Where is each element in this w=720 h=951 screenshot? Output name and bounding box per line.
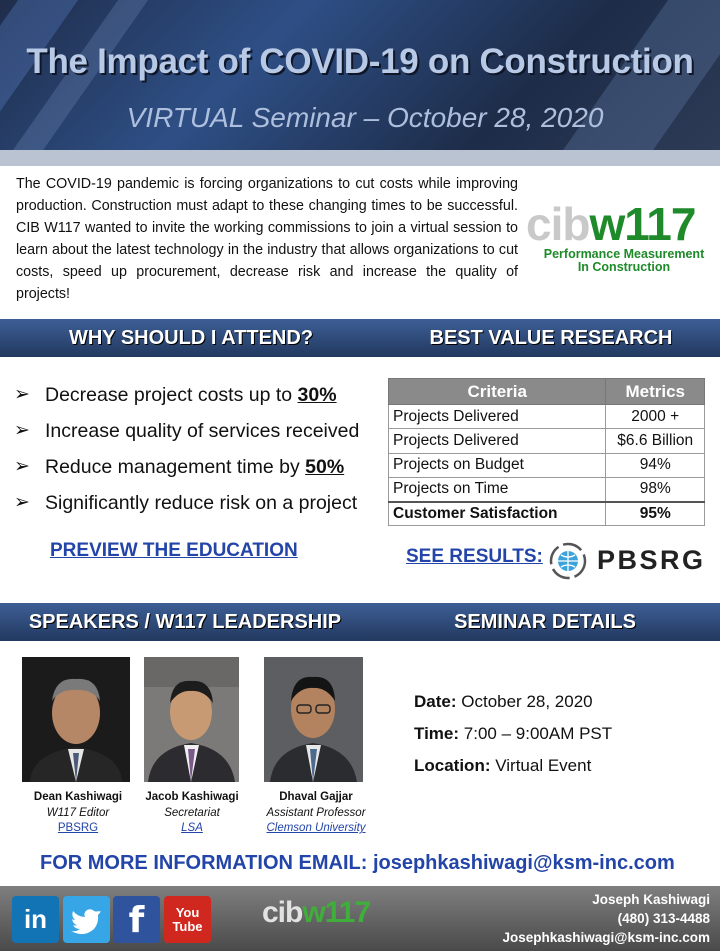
metric-cell: 94%: [606, 453, 705, 477]
banner-divider: [0, 150, 720, 166]
logo-wordmark: [526, 200, 695, 248]
speaker-card: [122, 790, 262, 837]
benefit-item: [14, 452, 389, 488]
best-value-heading: BEST VALUE RESEARCH: [382, 319, 720, 357]
footer-logo-w117: w117: [302, 896, 371, 929]
benefit-text: Decrease project costs up to: [45, 384, 298, 406]
youtube-word-2: Tube: [172, 919, 203, 934]
speaker-org-link[interactable]: Clemson University: [266, 822, 366, 834]
arrow-bullet-icon: ➢: [14, 384, 30, 405]
twitter-icon[interactable]: [63, 896, 110, 943]
table-row: [389, 477, 705, 501]
youtube-word-1: You: [175, 905, 200, 920]
footer-contact: [503, 890, 710, 947]
speaker-name: Dean Kashiwagi: [33, 791, 123, 803]
metric-cell: 2000 +: [606, 405, 705, 429]
metrics-column-header: Metrics: [606, 379, 705, 405]
benefit-text: Increase quality of services received: [45, 420, 360, 442]
table-row: [389, 405, 705, 429]
speaker-card: [246, 790, 386, 837]
contact-email-link[interactable]: josephkashiwagi@ksm-inc.com: [372, 852, 675, 874]
twitter-bird-glyph: [63, 896, 110, 943]
benefit-item: [14, 416, 389, 452]
preview-education-link[interactable]: PREVIEW THE EDUCATION: [50, 540, 298, 561]
page-subtitle: VIRTUAL Seminar – October 28, 2020: [126, 102, 604, 133]
footer-logo-cib: cib: [262, 896, 303, 929]
metric-cell: 95%: [606, 502, 705, 526]
arrow-bullet-icon: ➢: [14, 456, 30, 477]
globe-icon: [549, 542, 587, 580]
seminar-location: [414, 750, 612, 782]
seminar-details: [414, 686, 612, 782]
page-title: The Impact of COVID-19 on Construction: [26, 42, 694, 81]
seminar-date: [414, 686, 612, 718]
pbsrg-brand: PBSRG: [597, 545, 706, 575]
speaker-name: Dhaval Gajjar: [279, 791, 353, 803]
location-label: Location:: [414, 756, 491, 775]
table-row: [389, 502, 705, 526]
footer-cib-logo: [262, 896, 370, 930]
date-label: Date:: [414, 692, 457, 711]
criteria-cell: Projects Delivered: [389, 429, 606, 453]
facebook-icon[interactable]: f: [113, 896, 160, 943]
why-attend-heading: WHY SHOULD I ATTEND?: [0, 319, 382, 357]
table-row: [389, 429, 705, 453]
metric-cell: $6.6 Billion: [606, 429, 705, 453]
benefit-highlight: 30%: [297, 384, 337, 406]
benefit-item: [14, 380, 389, 416]
benefit-text: Reduce management time by: [45, 456, 306, 478]
more-info-label: FOR MORE INFORMATION EMAIL:: [40, 852, 373, 874]
benefit-text: Significantly reduce risk on a project: [45, 492, 358, 514]
metrics-table: [388, 378, 705, 526]
speaker-portrait-1: [22, 657, 130, 782]
arrow-bullet-icon: ➢: [14, 492, 30, 513]
criteria-cell: Customer Satisfaction: [389, 502, 606, 526]
seminar-time: [414, 718, 612, 750]
metric-cell: 98%: [606, 477, 705, 501]
see-results-link[interactable]: SEE RESULTS:: [406, 546, 543, 567]
contact-email[interactable]: Josephkashiwagi@ksm-inc.com: [502, 930, 710, 945]
criteria-cell: Projects on Time: [389, 477, 606, 501]
youtube-icon[interactable]: [164, 896, 211, 943]
speaker-org-link[interactable]: PBSRG: [57, 822, 99, 834]
table-row: [389, 453, 705, 477]
seminar-details-heading: SEMINAR DETAILS: [370, 603, 720, 641]
benefit-highlight: 50%: [305, 456, 345, 478]
logo-word-w117: w117: [589, 198, 696, 250]
logo-tagline-line1: Performance Measurement: [543, 247, 705, 261]
benefits-list: [14, 380, 389, 524]
logo-word-cib: cib: [526, 198, 590, 250]
speaker-photo: [22, 657, 130, 782]
contact-name: Joseph Kashiwagi: [592, 892, 710, 907]
logo-tagline-line2: In Construction: [577, 260, 671, 274]
speaker-role: Secretariat: [164, 806, 220, 819]
table-header-row: [389, 379, 705, 405]
speaker-portrait-2: [144, 657, 239, 782]
speaker-role: W117 Editor: [46, 806, 110, 819]
speaker-photo: [264, 657, 363, 782]
contact-phone: (480) 313-4488: [617, 911, 710, 926]
more-info-line: [40, 852, 700, 875]
arrow-bullet-icon: ➢: [14, 420, 30, 441]
speaker-org-link[interactable]: LSA: [181, 822, 203, 834]
speaker-name: Jacob Kashiwagi: [145, 791, 239, 803]
speaker-photo: [144, 657, 239, 782]
logo-tagline: [532, 248, 716, 274]
location-value: Virtual Event: [495, 756, 592, 775]
intro-paragraph: The COVID-19 pandemic is forcing organizations to cut costs while improving production. Construction must adapt to these changing times to be successful. CIB W117 wanted to invite the working commissions to join a virtual session to learn about the latest technology in the industry that allows organizations to cut costs, speed up procurement, decrease risk and increase the quality of projects!: [16, 176, 518, 302]
speaker-portrait-3: [264, 657, 363, 782]
cib-w117-logo: [526, 200, 716, 280]
benefit-item: [14, 488, 389, 524]
date-value: October 28, 2020: [461, 692, 593, 711]
criteria-cell: Projects on Budget: [389, 453, 606, 477]
speakers-heading: SPEAKERS / W117 LEADERSHIP: [0, 603, 370, 641]
criteria-cell: Projects Delivered: [389, 405, 606, 429]
time-label: Time:: [414, 724, 460, 743]
linkedin-icon[interactable]: in: [12, 896, 59, 943]
banner-stripe: [552, 0, 720, 166]
header-banner: [0, 0, 720, 166]
time-value: 7:00 – 9:00AM PST: [463, 724, 613, 743]
speaker-role: Assistant Professor: [266, 806, 366, 819]
criteria-column-header: Criteria: [389, 379, 606, 405]
